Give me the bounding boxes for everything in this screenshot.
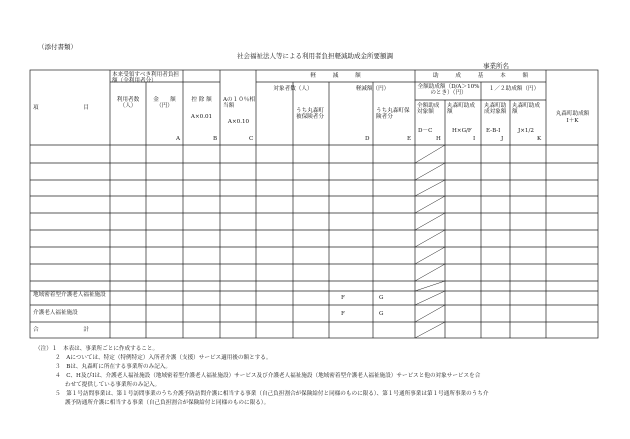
header-full-subsidy-a-formula: D－C (418, 128, 433, 134)
document-title: 社会福祉法人等による利用者負担軽減助成金所要額調 (237, 52, 393, 60)
header-full-cost: 本来受領すべき利用者負担額（全利用者分） (112, 72, 180, 85)
row-total: 合 計 (33, 327, 89, 333)
marker-f: F (341, 311, 345, 317)
row-welfare-facility: 介護老人福祉施設 (33, 310, 78, 316)
letter-j: J (501, 136, 504, 142)
header-amount: 金 額（円） (153, 97, 176, 110)
header-reduction: 軽 減 額 (310, 73, 361, 79)
letter-b: B (213, 136, 218, 142)
letter-h: H (436, 136, 441, 142)
note-line: ５ 第１号訪問事業は、第１号訪問事業のうち介護予防訪問介護に相当する事業（自己負担割合が保険給付と同様のものに限る）、第１号通所事業は第１号通所事業のうち介 (55, 391, 489, 397)
header-item: 項 目 (33, 105, 89, 111)
header-full-subsidy-b-formula: H×G/F (452, 128, 472, 134)
letter-e: E (407, 136, 412, 142)
letter-d: D (365, 136, 370, 142)
header-subsidy: 助 成 基 本 額 (432, 73, 529, 79)
note-line: 護予防通所介護に相当する事業（自己負担割合が保険給付と同様のものに限る）。 (65, 400, 270, 406)
header-total-subsidy: 丸森町助成額 (555, 111, 590, 117)
header-half-subsidy-a-formula: E-B-I (486, 128, 501, 134)
header-ten-percent: Aの１０％相当額 (223, 97, 256, 110)
note-line: ２ Aについては、特定（特例特定）入所者介護（支援）サービス適用後の額とする。 (55, 355, 272, 361)
header-full-subsidy-a: 全額助成対象額 (417, 103, 440, 116)
note-line: ４ C、H及びIは、介護老人福祉施設（地域密着型介護老人福祉施設）サービス及び介護老人福祉施設（地域密着型介護老人福祉施設）サービスと他の対象サービスを合 (55, 373, 481, 379)
attachment-label: （添付書類） (38, 43, 77, 51)
letter-a: A (176, 136, 181, 142)
letter-c: C (249, 136, 254, 142)
letter-k: K (537, 136, 542, 142)
header-half-subsidy-b-formula: J×1/2 (518, 128, 534, 134)
header-full-subsidy: 全額助成額（D/A＞10%のとき）（円） (417, 84, 480, 97)
marker-f: F (341, 295, 345, 301)
header-total-subsidy-formula: I＋K (566, 118, 579, 124)
row-community-facility: 地域密着型介護老人福祉施設 (33, 292, 106, 298)
header-half-subsidy: １／２助成額（円） (488, 86, 540, 92)
note-line: わせて提供している事業所のみ記入。 (65, 382, 161, 388)
note-line: （注）１ 本表は、事業所ごとに作成すること。 (35, 346, 159, 352)
header-half-subsidy-a: 丸森町助成対象額 (484, 103, 507, 116)
letter-i: I (473, 136, 476, 142)
marker-g: G (379, 295, 384, 301)
notes (35, 345, 489, 408)
header-reduction-amount-city: うち丸森町保険者分 (376, 108, 410, 121)
marker-g: G (379, 311, 384, 317)
header-users: 利用者数（人） (116, 97, 140, 110)
header-half-subsidy-b: 丸森町助成額 (512, 103, 540, 116)
header-full-subsidy-b: 丸森町助成額 (447, 103, 475, 116)
header-ten-percent-formula: A×0.10 (227, 119, 250, 125)
hatched-column (415, 145, 445, 338)
header-reduction-users: 対象者数（人） (273, 86, 313, 92)
note-line: ３ Bは、丸森町に所在する事業所のみ記入。 (55, 364, 171, 370)
office-name-label: 事業所名 (483, 62, 509, 70)
header-reduction-amount: 軽減額（円） (355, 86, 390, 92)
header-deduction-formula: A×0.01 (190, 114, 213, 120)
header-reduction-users-city: うち丸森町被保険者分 (296, 108, 324, 121)
header-deduction: 控 除 額 (191, 97, 212, 103)
